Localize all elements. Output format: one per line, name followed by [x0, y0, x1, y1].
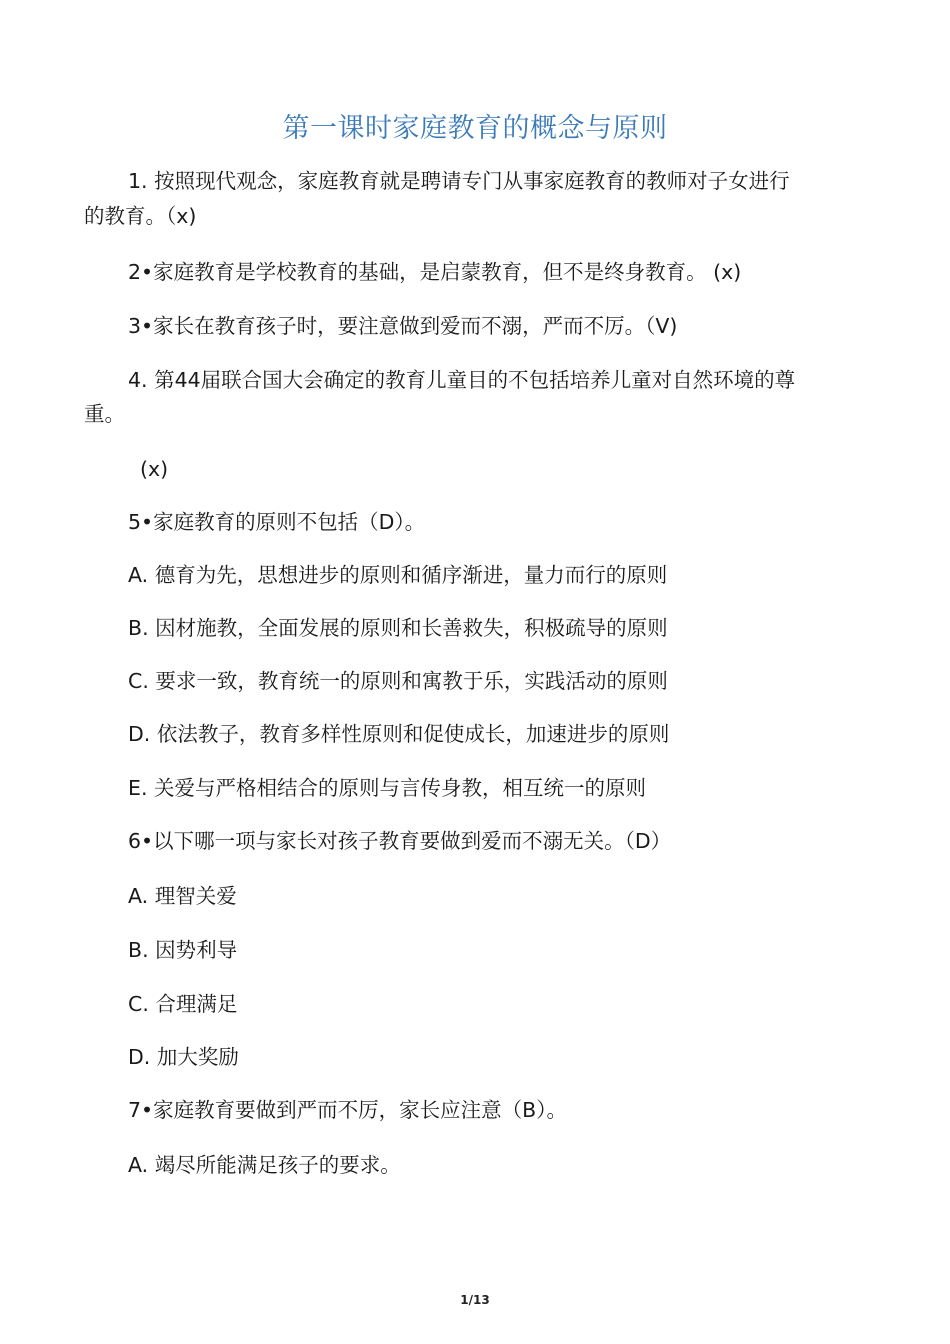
question-5-option-d: D. 依法教子，教育多样性原则和促使成长，加速进步的原则: [128, 722, 670, 746]
question-6-option-d: D. 加大奖励: [128, 1045, 239, 1069]
question-6-option-b: B. 因势利导: [128, 938, 238, 962]
question-1-line-2: 的教育。（x): [84, 204, 197, 228]
question-3: 3•家长在教育孩子时，要注意做到爱而不溺，严而不厉。（V): [128, 314, 678, 338]
question-4-line-2: 重。: [84, 402, 125, 426]
question-5-option-c: C. 要求一致，教育统一的原则和寓教于乐，实践活动的原则: [128, 669, 668, 693]
document-title: 第一课时家庭教育的概念与原则: [282, 113, 668, 144]
question-6-option-c: C. 合理满足: [128, 992, 238, 1016]
question-4-answer: (x): [140, 457, 169, 481]
question-6-option-a: A. 理智关爱: [128, 884, 237, 908]
question-2: 2•家庭教育是学校教育的基础，是启蒙教育，但不是终身教育。 (x): [128, 260, 742, 284]
question-4-line-1: 4. 第44届联合国大会确定的教育儿童目的不包括培养儿童对自然环境的尊: [128, 368, 796, 392]
question-5-option-e: E. 关爱与严格相结合的原则与言传身教，相互统一的原则: [128, 776, 646, 800]
question-5-option-a: A. 德育为先，思想进步的原则和循序渐进，量力而行的原则: [128, 563, 668, 587]
page-number: 1/13: [460, 1293, 490, 1307]
question-6: 6•以下哪一项与家长对孩子教育要做到爱而不溺无关。（D）: [128, 829, 672, 853]
question-5-option-b: B. 因材施教，全面发展的原则和长善救失，积极疏导的原则: [128, 616, 668, 640]
question-7: 7•家庭教育要做到严而不厉，家长应注意（B）。: [128, 1098, 567, 1122]
question-5: 5•家庭教育的原则不包括（D）。: [128, 510, 426, 534]
question-7-option-a: A. 竭尽所能满足孩子的要求。: [128, 1153, 401, 1177]
question-1-line-1: 1. 按照现代观念，家庭教育就是聘请专门从事家庭教育的教师对子女进行: [128, 169, 790, 193]
